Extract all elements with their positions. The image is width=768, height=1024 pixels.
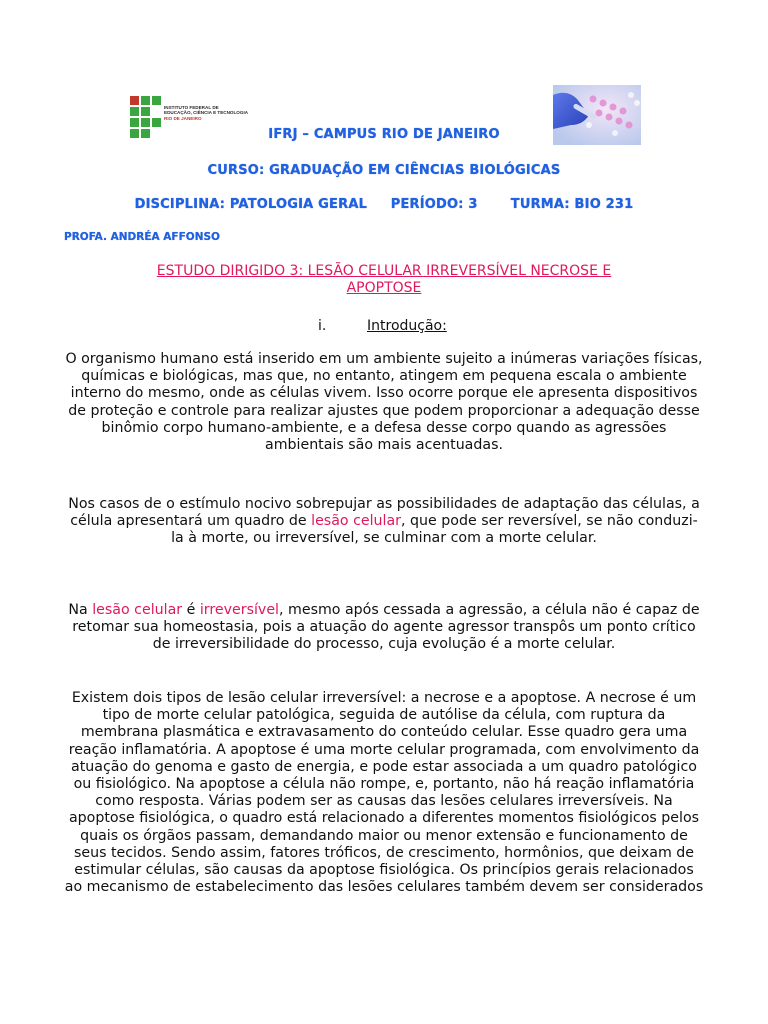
logo-line-2: EDUCAÇÃO, CIÊNCIA E TECNOLOGIA bbox=[164, 110, 249, 116]
teacher-name: PROFA. ANDRÉA AFFONSO bbox=[64, 231, 220, 243]
section-number: i. bbox=[318, 318, 327, 334]
highlight-lesao-celular: lesão celular bbox=[311, 513, 402, 530]
paragraph-3-text-c: , mesmo após cessada a agressão, a célula não é capaz de retomar sua homeostasia, pois a atuação do agente agressor transpôs um ponto crítico de irreversibilidade do processo, cuja evolução é a morte celular. bbox=[72, 602, 700, 653]
paragraph-4: Existem dois tipos de lesão celular irreversível: a necrose e a apoptose. A necrose é um tipo de morte celular patológica, seguida de autólise da célula, com ruptura da membrana plasmática e extravasamento do conteúdo celular. Esse quadro gera uma reação inflamatória. A apoptose é uma morte celular programada, com envolvimento da atuação do genoma e gasto de energia, e pode estar associada a um quadro patológico ou fisiológico. Na apoptose a célula não rompe, e, portanto, não há reação inflamatória como resposta. Várias podem ser as causas das lesões celulares irreversíveis. Na apoptose fisiológica, o quadro está relacionado a diferentes momentos fisiológicos pelos quais os órgãos passam, demandando maior ou menor extensão e funcionamento de seus tecidos. Sendo assim, fatores tróficos, de crescimento, hormônios, que deixam de estimular células, são causas da apoptose fisiológica. Os princípios gerais relacionados ao mecanismo de estabelecimento das lesões celulares também devem ser considerados bbox=[64, 690, 704, 896]
highlight-lesao-celular-2: lesão celular bbox=[92, 602, 183, 618]
document-title bbox=[60, 263, 708, 297]
period-label: PERÍODO: 3 bbox=[390, 197, 478, 212]
paragraph-3-text-b: é bbox=[182, 602, 200, 618]
logo-line-3: RIO DE JANEIRO bbox=[164, 115, 202, 121]
discipline-heading bbox=[0, 197, 768, 212]
class-label: TURMA: BIO 231 bbox=[510, 197, 634, 212]
course-heading: CURSO: GRADUAÇÃO EM CIÊNCIAS BIOLÓGICAS bbox=[207, 163, 561, 178]
paragraph-2-text-a: Nos casos de o estímulo nocivo sobrepujar as possibilidades de adaptação das células, a célula apresentará um quadro de bbox=[68, 496, 700, 530]
section-label: Introdução: bbox=[367, 318, 447, 334]
campus-heading: IFRJ – CAMPUS RIO DE JANEIRO bbox=[268, 127, 500, 142]
paragraph-2-text-b: , que pode ser reversível, se não conduzi-la à morte, ou irreversível, se culminar com a morte celular. bbox=[171, 513, 698, 547]
logo-line-1: INSTITUTO FEDERAL DE bbox=[164, 105, 219, 110]
title-line-1: ESTUDO DIRIGIDO 3: LESÃO CELULAR IRREVERSÍVEL NECROSE E bbox=[156, 263, 612, 279]
paragraph-1: O organismo humano está inserido em um ambiente sujeito a inúmeras variações físicas, químicas e biológicas, mas que, no entanto, atingem em pequena escala o ambiente interno do mesmo, onde as células vivem. Isso ocorre porque ele apresenta dispositivos de proteção e controle para realizar ajustes que podem proporcionar a adequação desse binômio corpo humano-ambiente, e a defesa desse corpo quando as agressões ambientais são mais acentuadas. bbox=[65, 351, 703, 454]
logo-text bbox=[164, 105, 248, 121]
title-line-2: APOPTOSE bbox=[346, 280, 422, 296]
paragraph-3-text-a: Na bbox=[68, 602, 93, 618]
paragraph-2 bbox=[64, 496, 704, 548]
paragraph-3 bbox=[64, 602, 704, 654]
highlight-irreversivel: irreversível bbox=[199, 602, 279, 618]
discipline-label: DISCIPLINA: PATOLOGIA GERAL bbox=[134, 197, 368, 212]
